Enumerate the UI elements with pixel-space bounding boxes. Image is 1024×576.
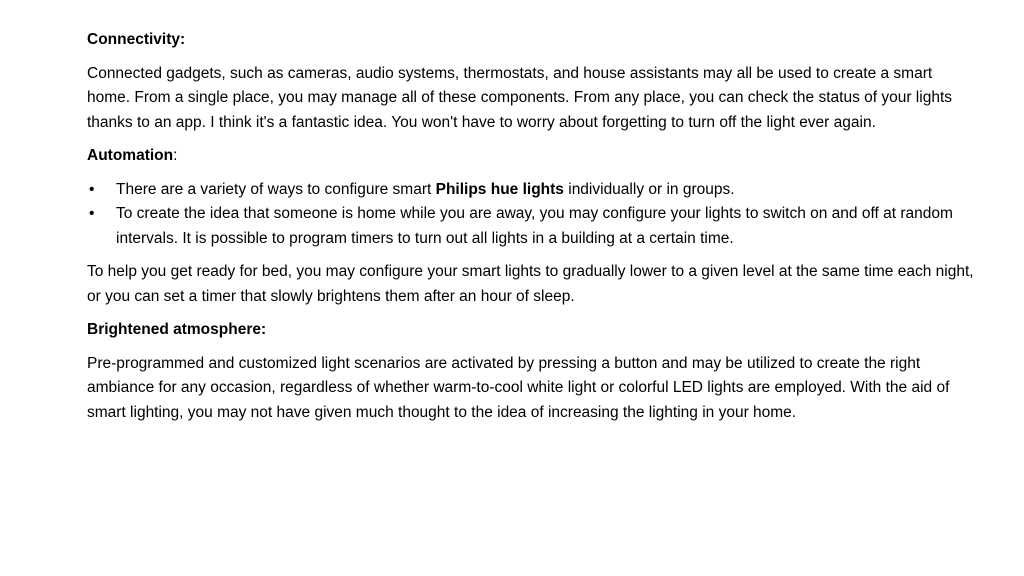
bullet2-text: To create the idea that someone is home while you are away, you may configure your lights to switch on and off at random intervals. It is possible to program timers to turn out all lights in a building at a certain time.	[116, 205, 953, 247]
automation-heading-line	[87, 144, 977, 169]
atmosphere-paragraph: Pre-programmed and customized light scenarios are activated by pressing a button and may be utilized to create the right ambiance for any occasion, regardless of whether warm-to-cool white light or colorful LED lights are employed. With the aid of smart lighting, you may not have given much thought to the idea of increasing the lighting in your home.	[87, 354, 950, 421]
automation-bullet-list	[87, 178, 977, 252]
philips-hue-lights-term: Philips hue lights	[435, 180, 564, 198]
bedtime-paragraph: To help you get ready for bed, you may configure your smart lights to gradually lower to a given level at the same time each night, or you can set a timer that slowly brightens them after an hour of sleep.	[87, 263, 974, 305]
automation-heading: Automation	[87, 147, 174, 164]
bullet-item-random-intervals	[87, 202, 977, 251]
bullet-dot-icon: •	[89, 180, 95, 198]
atmosphere-heading: Brightened atmosphere:	[87, 321, 267, 338]
document-page	[87, 28, 977, 434]
bullet-dot-icon: •	[89, 205, 95, 222]
connectivity-paragraph: Connected gadgets, such as cameras, audio systems, thermostats, and house assistants may all be used to create a smart home. From a single place, you may manage all of these components. From any place, you can check the status of your lights thanks to an app. I think it's a fantastic idea. You won't have to worry about forgetting to turn off the light ever again.	[87, 64, 952, 131]
bullet1-text-end: individually or in groups.	[563, 180, 735, 198]
automation-colon: :	[173, 147, 178, 164]
bullet-item-groups	[87, 178, 977, 203]
connectivity-heading: Connectivity:	[87, 31, 186, 48]
bullet1-text-start: There are a variety of ways to configure smart	[116, 180, 436, 198]
